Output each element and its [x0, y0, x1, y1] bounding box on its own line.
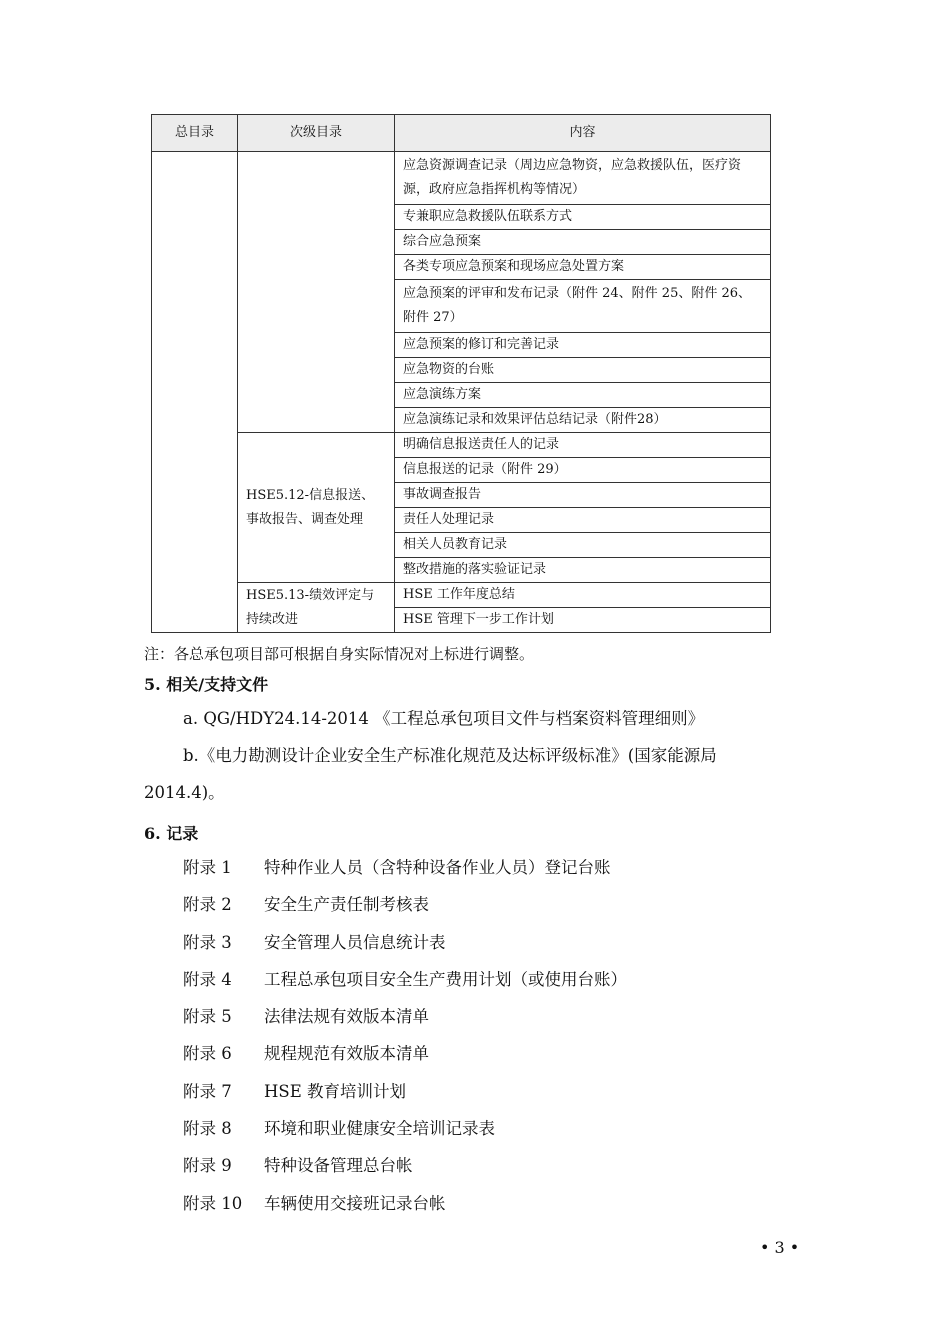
appendix-title: 特种作业人员（含特种设备作业人员）登记台账: [264, 858, 611, 877]
appendix-label: 附录 5: [183, 1007, 232, 1027]
list-item: [183, 1147, 627, 1184]
table-row: HSE 管理下一步工作计划: [395, 608, 771, 633]
appendix-label: 附录 1: [183, 858, 232, 877]
list-item: [183, 886, 627, 923]
list-item: [183, 1035, 627, 1072]
appendix-title: 车辆使用交接班记录台帐: [264, 1193, 446, 1213]
appendix-label: 附录 8: [183, 1119, 232, 1139]
sub-directory-cell-1: [238, 152, 395, 433]
appendix-label: 附录 6: [183, 1044, 232, 1064]
table-row: 应急演练记录和效果评估总结记录（附件28）: [395, 408, 771, 433]
appendix-label: 附录 7: [183, 1081, 232, 1101]
table-note: 注：各总承包项目部可根据自身实际情况对上标进行调整。: [144, 645, 535, 663]
header-content: 内容: [395, 115, 771, 152]
records-table: [151, 114, 771, 633]
appendix-title: 工程总承包项目安全生产费用计划（或使用台账）: [264, 969, 627, 989]
list-item: [183, 1185, 627, 1222]
reference-item-a: a. QG/HDY24.14-2014 《工程总承包项目文件与档案资料管理细则》: [183, 709, 705, 728]
main-directory-cell: [152, 152, 238, 633]
section-5-heading: 5. 相关/支持文件: [144, 675, 269, 694]
table-row: 应急物资的台账: [395, 358, 771, 383]
table-row: 综合应急预案: [395, 230, 771, 255]
appendix-label: 附录 10: [183, 1193, 243, 1213]
reference-item-b-cont: 2014.4)。: [144, 783, 225, 802]
appendix-label: 附录 2: [183, 895, 232, 915]
table-row: 应急预案的修订和完善记录: [395, 333, 771, 358]
appendix-label: 附录 9: [183, 1156, 232, 1176]
appendix-title: 特种设备管理总台帐: [264, 1156, 413, 1176]
list-item: [183, 849, 627, 886]
header-main-directory: 总目录: [152, 115, 238, 152]
appendix-list: [183, 849, 627, 1222]
appendix-title: 法律法规有效版本清单: [264, 1007, 429, 1027]
list-item: [183, 1110, 627, 1147]
appendix-title: 安全管理人员信息统计表: [264, 932, 446, 952]
list-item: [183, 1073, 627, 1110]
table-row: 专兼职应急救援队伍联系方式: [395, 205, 771, 230]
table-row: 明确信息报送责任人的记录: [395, 433, 771, 458]
section-6-heading: 6. 记录: [144, 824, 199, 843]
list-item: [183, 998, 627, 1035]
appendix-label: 附录 3: [183, 932, 232, 952]
reference-item-b: b.《电力勘测设计企业安全生产标准化规范及达标评级标准》(国家能源局: [183, 746, 717, 765]
header-sub-directory: 次级目录: [238, 115, 395, 152]
appendix-title: HSE 教育培训计划: [264, 1081, 406, 1101]
table-row: 整改措施的落实验证记录: [395, 558, 771, 583]
page-number: • 3 •: [760, 1238, 800, 1257]
list-item: [183, 924, 627, 961]
sub-directory-info-report: HSE5.12-信息报送、事故报告、调查处理: [238, 433, 395, 583]
appendix-label: 附录 4: [183, 969, 232, 989]
list-item: [183, 961, 627, 998]
appendix-title: 安全生产责任制考核表: [264, 895, 429, 915]
table-row: 各类专项应急预案和现场应急处置方案: [395, 255, 771, 280]
table-row: 应急资源调查记录（周边应急物资，应急救援队伍，医疗资源，政府应急指挥机构等情况）: [395, 152, 771, 205]
sub-directory-performance: HSE5.13-绩效评定与持续改进: [238, 583, 395, 633]
appendix-title: 环境和职业健康安全培训记录表: [264, 1119, 495, 1139]
table-row: HSE 工作年度总结: [395, 583, 771, 608]
table-row: 事故调查报告: [395, 483, 771, 508]
table-row: 应急演练方案: [395, 383, 771, 408]
table-row: 信息报送的记录（附件 29）: [395, 458, 771, 483]
table-row: 责任人处理记录: [395, 508, 771, 533]
table-row: 相关人员教育记录: [395, 533, 771, 558]
table-row: 应急预案的评审和发布记录（附件 24、附件 25、附件 26、附件 27）: [395, 280, 771, 333]
appendix-title: 规程规范有效版本清单: [264, 1044, 429, 1064]
